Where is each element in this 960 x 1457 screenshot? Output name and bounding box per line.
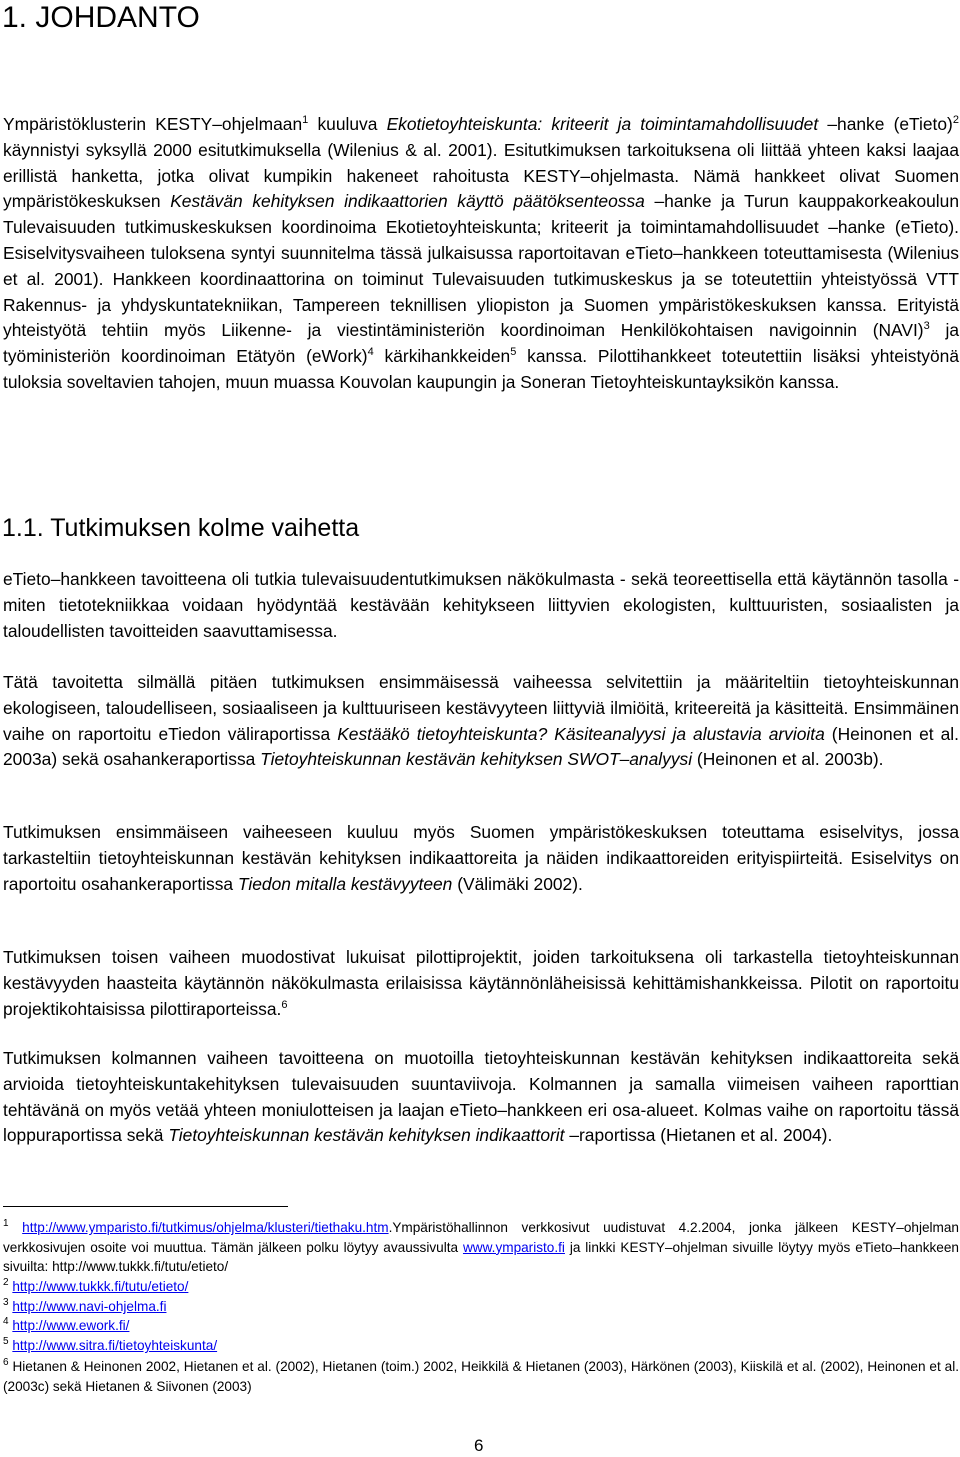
footnote-4-link[interactable]: http://www.ework.fi/ bbox=[12, 1318, 130, 1333]
footnote-1: $^1$ http://www.ymparisto.fi/tutkimus/ohjelma/klusteri/tiethaku.htm.Ympäristöhallinnon verkkosivut uudistuvat 4.2.2004, jonka jälkeen KESTY–ohjelman verkkosivujen osoite voi muuttua. Tämän jälkeen polku löytyy avaussivulta www.ymparisto.fi ja linkki KESTY–ohjelman sivuille löytyy myös eTieto–hankkeen sivuilta: http://www.tukkk.fi/tutu/etieto/ bbox=[3, 1218, 959, 1274]
paragraph-4: Tutkimuksen toisen vaiheen muodostivat lukuisat pilottiprojektit, joiden tarkoituksena oli tarkastella tietoyhteiskunnan kestävyyden haasteita käytännön näkökulmasta erilaisissa käytännönläheisissä kehittämishankkeissa. Pilotit on raportoitu projektikohtaisissa pilottiraporteissa.$^6$ bbox=[3, 947, 959, 1019]
footnote-2: $^2$ http://www.tukkk.fi/tutu/etieto/ bbox=[3, 1277, 189, 1294]
footnote-3-link[interactable]: http://www.navi-ohjelma.fi bbox=[12, 1299, 167, 1314]
footnote-ref-1: 1 bbox=[302, 114, 309, 126]
footnote-ref-2: 2 bbox=[952, 114, 959, 126]
footnote-5-link[interactable]: http://www.sitra.fi/tietoyhteiskunta/ bbox=[12, 1338, 218, 1353]
paragraph-2: Tätä tavoitetta silmällä pitäen tutkimuksen ensimmäisessä vaiheessa selvitettiin ja määriteltiin tietoyhteiskunnan ekologiseen, taloudelliseen, sosiaaliseen ja kulttuuriseen kestävyyteen liittyviä ilmiöitä, kriteereitä ja käsitteitä. Ensimmäinen vaihe on raportoitu eTiedon väliraportissa Kestääkö tietoyhteiskunta? Käsiteanalyysi ja alustavia arvioita (Heinonen et al. 2003a) sekä osahankeraportissa Tietoyhteiskunnan kestävän kehityksen SWOT–analyysi (Heinonen et al. 2003b). bbox=[3, 672, 959, 770]
footnote-divider bbox=[3, 1206, 288, 1207]
page-number: 6 bbox=[474, 1436, 484, 1455]
footnote-ref-3: 3 bbox=[923, 320, 930, 333]
footnote-4: $^4$ http://www.ework.fi/ bbox=[3, 1316, 130, 1333]
paragraph-5: Tutkimuksen kolmannen vaiheen tavoitteena on muotoilla tietoyhteiskunnan kestävän kehityksen indikaattoreita sekä arvioida tietoyhteiskuntakehityksen tulevaisuuden suuntaviivoja. Kolmannen ja samalla viimeisen vaiheen raporttian tehtävänä on myös vetää yhteen moniulotteisen ja laajan eTieto–hankkeen eri osa-alueet. Kolmas vaihe on raportoitu tässä loppuraportissa sekä Tietoyhteiskunnan kestävän kehityksen indikaattorit –raportissa (Hietanen et al. 2004). bbox=[3, 1048, 959, 1146]
intro-paragraph: Ympäristöklusterin KESTY–ohjelmaan$^1$ kuuluva Ekotietoyhteiskunta: kriteerit ja toimintamahdollisuudet –hanke (eTieto)$^2$ käynnistyi syksyllä 2000 esitutkimuksella (Wilenius & al. 2001). Esitutkimuksen tarkoituksena oli liittää yhteen kaksi laajaa erillistä hanketta, jotka olivat kumpikin hakeneet rahoitusta KESTY–ohjelmasta. Nämä hankkeet olivat Suomen ympäristökeskuksen Kestävän kehityksen indikaattorien käyttö päätöksenteossa –hanke ja Turun kauppakorkeakoulun Tulevaisuuden tutkimuskeskuksen koordinoima Ekotietoyhteiskunta; kriteerit ja toimintamahdollisuudet –hanke (eTieto). Esiselvitysvaiheen tuloksena syntyi suunnitelma tässä julkaisussa raportoitavan eTieto–hankkeen toteuttamisesta (Wilenius et al. 2001). Hankkeen koordinaattorina on toiminut Tulevaisuuden tutkimuskeskus ja se toteutettiin yhteistyössä VTT Rakennus- ja yhdyskuntatekniikan, Tampereen teknillisen yliopiston ja Suomen ympäristökeskuksen kanssa. Erityistä yhteistyötä tehtiin myös Liikenne- ja viestintäministeriön koordinoiman Henkilökohtaisen navigoinnin (NAVI)$^3$ ja työministeriön koordinoiman Etätyön (eWork)$^4$ kärkihankkeiden$^5$ kanssa. Pilottihankkeet toteutettiin lisäksi yhteistyönä tuloksia soveltavien tahojen, muun muassa Kouvolan kaupungin ja Soneran Tietoyhteiskuntayksikön kanssa. bbox=[3, 114, 959, 392]
footnote-3: $^3$ http://www.navi-ohjelma.fi bbox=[3, 1297, 167, 1314]
chapter-heading: 1. JOHDANTO bbox=[2, 1, 200, 34]
ymparisto-link[interactable]: www.ymparisto.fi bbox=[462, 1239, 565, 1255]
footnote-5: $^5$ http://www.sitra.fi/tietoyhteiskunta/ bbox=[3, 1336, 218, 1353]
paragraph-3: Tutkimuksen ensimmäiseen vaiheeseen kuuluu myös Suomen ympäristökeskuksen toteuttama esiselvitys, jossa tarkasteltiin tietoyhteiskunnan kestävän kehityksen indikaattoreita ja näiden indikaattoreiden erityispiirteitä. Esiselvitys on raportoitu osahankeraportissa Tiedon mitalla kestävyyteen (Välimäki 2002). bbox=[3, 822, 959, 894]
footnote-ref-6: 6 bbox=[281, 998, 288, 1011]
footnote-ref-5: 5 bbox=[510, 346, 517, 359]
footnote-1-link[interactable]: http://www.ymparisto.fi/tutkimus/ohjelma/klusteri/tiethaku.htm bbox=[22, 1220, 389, 1235]
footnote-2-link[interactable]: http://www.tukkk.fi/tutu/etieto/ bbox=[12, 1279, 189, 1294]
section-heading: 1.1. Tutkimuksen kolme vaihetta bbox=[2, 514, 360, 542]
footnote-ref-4: 4 bbox=[367, 346, 374, 359]
paragraph-1: eTieto–hankkeen tavoitteena oli tutkia tulevaisuudentutkimuksen näkökulmasta - sekä teoreettisella että käytännön tasolla - miten tietotekniikkaa voidaan hyödyntää kestävään kehitykseen liittyvien ekologisten, kulttuuristen, sosiaalisten ja taloudellisten tavoitteiden saavuttamisessa. bbox=[3, 569, 959, 641]
footnote-6: $^6$ Hietanen & Heinonen 2002, Hietanen et al. (2002), Hietanen (toim.) 2002, Heikkilä & Hietanen (2003), Härkönen (2003), Kiiskilä et al. (2002), Heinonen et al. (2003c) sekä Hietanen & Siivonen (2003) bbox=[3, 1357, 959, 1394]
